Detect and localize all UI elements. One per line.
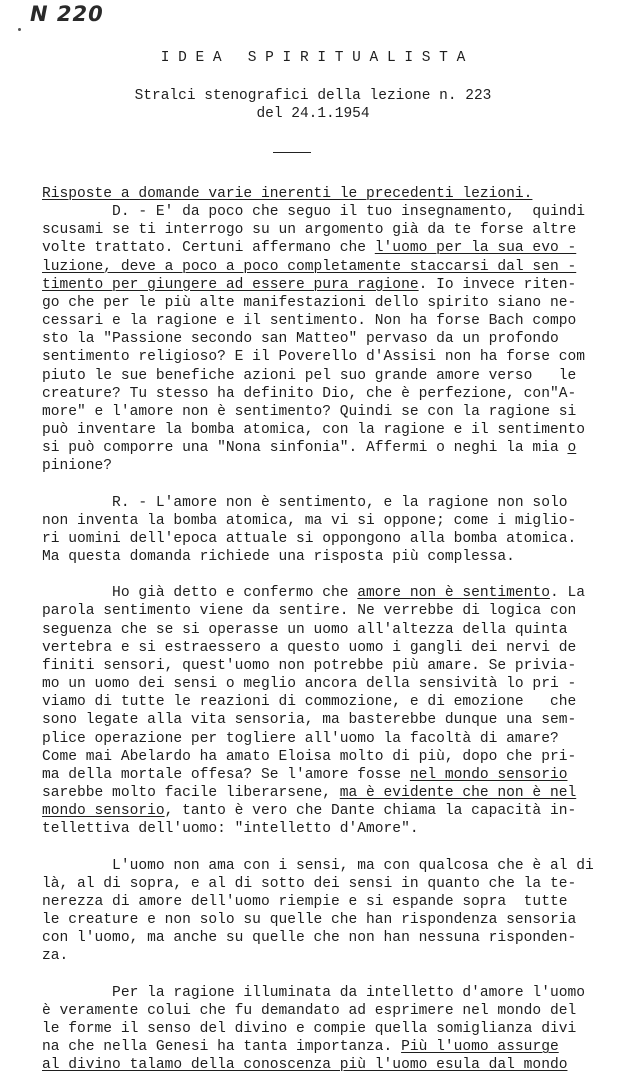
text-line [42, 584, 602, 602]
handwritten-mark: N 220 [30, 2, 104, 26]
text-segment: ma della mortale offesa? Se l'amore fosse [42, 766, 410, 783]
text-line [42, 802, 602, 820]
underlined-text: ma è evidente che non è nel [339, 784, 577, 801]
text-line [42, 784, 602, 802]
text-line [42, 330, 602, 348]
text-line [42, 657, 602, 675]
text-segment: nerezza di amore dell'uomo riempie e si espande sopra tutte [42, 893, 568, 910]
text-segment: piuto le sue benefiche azioni pel suo grande amore verso le [42, 367, 577, 384]
text-line [42, 1038, 602, 1056]
text-segment: , tanto è vero che Dante chiama la capacità in- [164, 803, 577, 820]
text-line [42, 730, 602, 748]
text-line [42, 911, 602, 929]
text-line [42, 1002, 602, 1020]
text-segment: na che nella Genesi ha tanta importanza. [42, 1039, 402, 1056]
text-line [42, 693, 602, 711]
text-line [42, 1056, 602, 1074]
ink-dot [18, 28, 21, 31]
text-segment: vertebra e si estraessero a questo uomo i gangli dei nervi de [42, 639, 577, 656]
text-segment: parola sentimento viene da sentire. Ne verrebbe di logica con [42, 603, 577, 620]
text-line [42, 639, 602, 657]
underlined-text: Risposte a domande varie inerenti le precedenti lezioni. [42, 186, 533, 202]
text-line [42, 403, 602, 421]
text-segment: è veramente colui che fu demandato ad esprimere nel mondo del [42, 1002, 577, 1019]
text-line [42, 457, 602, 475]
text-line [42, 675, 602, 693]
document-date: del 24.1.1954 [256, 106, 370, 122]
text-segment: pinione? [42, 458, 113, 475]
text-line [42, 766, 602, 784]
text-line [42, 711, 602, 729]
text-segment: za. [42, 948, 69, 965]
text-segment: . La [549, 585, 585, 602]
text-segment: ri uomini dell'epoca attuale si oppongono alla bomba atomica. [42, 530, 577, 547]
document-title: I D E A S P I R I T U A L I S T A [160, 50, 466, 66]
text-segment: R. - L'amore non è sentimento, e la ragione non solo [42, 494, 568, 511]
text-line [42, 820, 602, 838]
text-line [42, 185, 602, 203]
text-segment: D. - E' da poco che seguo il tuo insegnamento, quindi [42, 204, 585, 221]
underlined-text: luzione, deve a poco a poco completamente staccarsi dal sen - [42, 258, 577, 275]
text-segment: more" e l'amore non è sentimento? Quindi se con la ragione si [42, 403, 577, 420]
text-line [42, 421, 602, 439]
text-line [42, 239, 602, 257]
text-segment: cessari e la ragione e il sentimento. Non ha forse Bach compo [42, 313, 577, 330]
text-segment: viamo di tutte le reazioni di commozione, e di emozione che [42, 694, 577, 711]
text-line [42, 312, 602, 330]
underlined-text: timento per giungere ad essere pura ragione [42, 276, 419, 293]
underlined-text: o [567, 440, 577, 457]
text-line [42, 258, 602, 276]
underlined-text: al divino talamo della conoscenza più l'uomo esula dal mondo [42, 1057, 568, 1074]
text-segment: seguenza che se si operasse un uomo all'altezza della quinta [42, 621, 568, 638]
text-line [42, 893, 602, 911]
text-segment: con l'uomo, ma anche su quelle che non han nessuna risponden- [42, 930, 577, 947]
text-line [42, 748, 602, 766]
text-segment: le creature e non solo su quelle che han rispondenza sensoria [42, 912, 577, 928]
text-line [42, 385, 602, 403]
text-segment: scusami se ti interrogo su un argomento già da te forse altre [42, 222, 577, 239]
underlined-text: nel mondo sensorio [409, 766, 568, 783]
text-line [42, 875, 602, 893]
text-line [42, 221, 602, 239]
text-line [42, 530, 602, 548]
text-segment: sentimento religioso? E il Poverello d'Assisi non ha forse com [42, 349, 585, 366]
text-segment: tellettiva dell'uomo: "intelletto d'Amore". [42, 821, 419, 838]
document-subtitle: Stralci stenografici della lezione n. 223 [134, 88, 492, 104]
text-line [42, 512, 602, 530]
underlined-text: mondo sensorio [42, 803, 165, 820]
text-line [42, 494, 602, 512]
text-line [42, 294, 602, 312]
text-segment: finiti sensori, quest'uomo non potrebbe più amare. Se privia- [42, 657, 577, 674]
text-segment: sto la "Passione secondo san Matteo" pervaso da un profondo [42, 331, 559, 348]
text-segment: L'uomo non ama con i sensi, ma con qualcosa che è al di [42, 857, 594, 874]
text-segment: creature? Tu stesso ha definito Dio, che è perfezione, con"A- [42, 385, 577, 402]
text-line [42, 947, 602, 965]
text-segment: volte trattato. Certuni affermano che [42, 240, 375, 257]
text-segment: Ho già detto e confermo che [42, 585, 358, 602]
text-line [42, 984, 602, 1002]
text-line [42, 857, 602, 875]
text-line [42, 602, 602, 620]
text-line [42, 1020, 602, 1038]
text-line [42, 439, 602, 457]
text-line [42, 929, 602, 947]
text-segment: le forme il senso del divino e compie quella somiglianza divi [42, 1020, 577, 1037]
text-segment: go che per le più alte manifestazioni dello spirito siano ne- [42, 294, 577, 311]
text-segment: sarebbe molto facile liberarsene, [42, 784, 340, 801]
text-segment: si può comporre una "Nona sinfonia". Affermi o neghi la mia [42, 440, 568, 457]
text-line [42, 203, 602, 221]
text-segment: Come mai Abelardo ha amato Eloisa molto di più, dopo che pri- [42, 748, 577, 765]
text-segment: Ma questa domanda richiede una risposta più complessa. [42, 549, 515, 565]
text-line [42, 276, 602, 294]
underlined-text: l'uomo per la sua evo - [374, 240, 577, 257]
text-line [42, 367, 602, 385]
text-segment: . Io invece riten- [418, 276, 577, 293]
text-segment: può inventare la bomba atomica, con la ragione e il sentimento [42, 421, 585, 438]
text-segment: sono legate alla vita sensoria, ma basterebbe dunque una sem- [42, 712, 577, 729]
text-segment: plice operazione per togliere all'uomo la facoltà di amare? [42, 730, 559, 747]
text-line [42, 348, 602, 366]
underlined-text: Più l'uomo assurge [401, 1039, 559, 1056]
text-line [42, 548, 602, 566]
divider [273, 152, 311, 153]
text-line [42, 621, 602, 639]
text-segment: mo un uomo dei sensi o meglio ancora della sensività lo pri - [42, 676, 577, 693]
text-segment: non inventa la bomba atomica, ma vi si oppone; come i miglio- [42, 512, 577, 529]
text-segment: là, al di sopra, e al di sotto dei sensi in quanto che la te- [42, 875, 577, 892]
underlined-text: amore non è sentimento [357, 585, 550, 602]
text-segment: Per la ragione illuminata da intelletto d'amore l'uomo [42, 984, 585, 1001]
